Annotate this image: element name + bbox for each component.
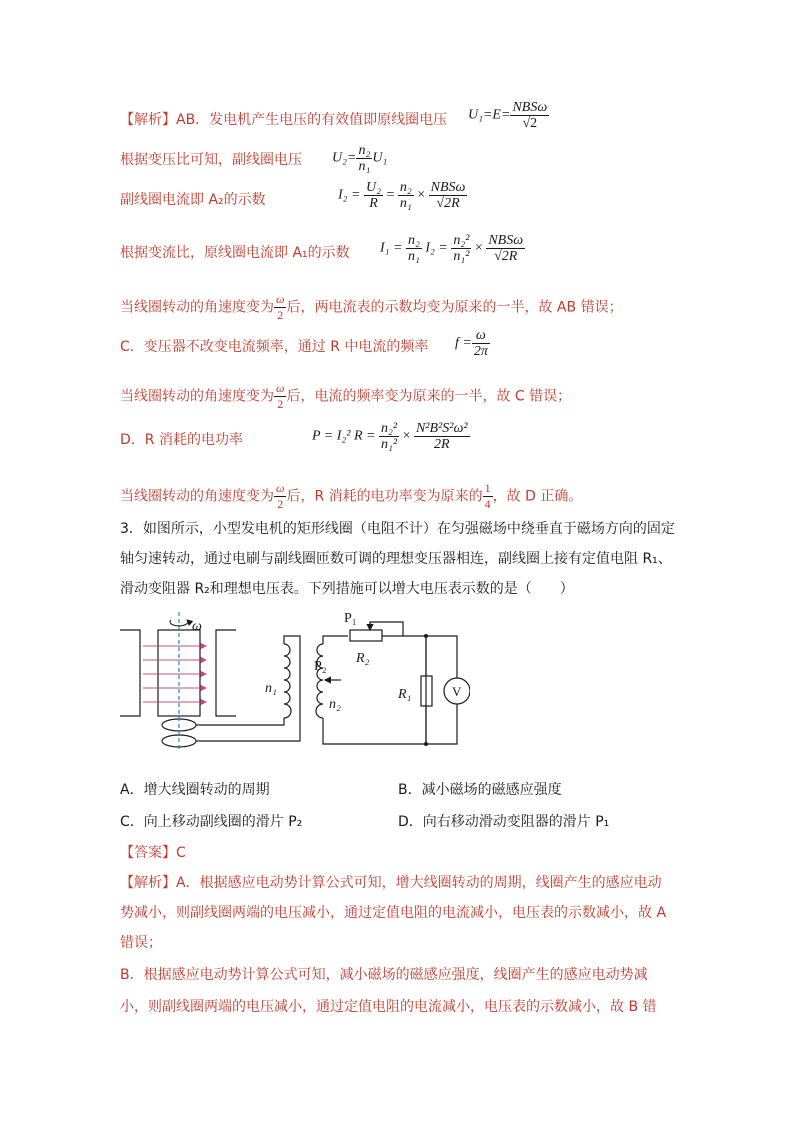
- option-c[interactable]: C．向上移动副线圈的滑片 P₂: [120, 814, 303, 830]
- secondary-coil: [316, 644, 323, 718]
- equation-i1: I₁ = $\frac{\text{n₂}}{\text{n₁}}$ I₂ = $\frac{\text{n₂²}}{\text{n₁²}}$ × $\frac{\text{NBSω}}{√2R}$: [380, 233, 524, 264]
- omega-label: ω: [192, 619, 202, 634]
- solution-2-line-5: 小，则副线圈两端的电压减小，通过定值电阻的电流减小，电压表的示数减小，故 B 错: [120, 999, 657, 1015]
- equation-f: f = $\frac{\omega}{2\pi}$: [455, 328, 488, 359]
- equation-p: P = I₂² R = $\frac{\text{n₂²}}{\text{n₁²}}$ × $\frac{\text{N²B²S²ω²}}{2R}$: [312, 421, 468, 452]
- solution-2-line-1: 【解析】A．根据感应电动势计算公式可知，增大线圈转动的周期，线圈产生的感应电动: [120, 875, 662, 891]
- solution-line-5: 当线圈转动的角速度变为 $\frac{\omega}{2}$ 后，两电流表的示数均变为原来的一半，故 AB 错误；: [120, 292, 623, 322]
- label-p2: P₂: [314, 659, 327, 674]
- magnet-pole-right: [216, 630, 236, 716]
- label-n1: n₁: [265, 681, 277, 696]
- answer-line: [120, 843, 186, 863]
- answer-value: C: [176, 845, 186, 861]
- label-r2: R₂: [356, 651, 370, 666]
- label-v: V: [452, 684, 462, 699]
- primary-coil: [284, 644, 291, 718]
- question-3-line-3: 滑动变阻器 R₂和理想电压表。下列措施可以增大电压表示数的是（ ）: [120, 581, 574, 597]
- question-3-line-2: 轴匀速转动，通过电刷与副线圈匝数可调的理想变压器相连，副线圈上接有定值电阻 R₁、: [120, 551, 672, 567]
- solution-line-ab: [120, 110, 447, 130]
- solution-line-6: C．变压器不改变电流频率，通过 R 中电流的频率: [120, 339, 429, 355]
- question-3-line-1: 3．如图所示，小型发电机的矩形线圈（电阻不计）在匀强磁场中绕垂直于磁场方向的固定: [120, 521, 675, 537]
- solution-2-tag: 【解析】: [120, 875, 176, 891]
- label-n2: n₂: [329, 697, 341, 712]
- rheostat-r2: [350, 630, 382, 641]
- option-a[interactable]: A．增大线圈转动的周期: [120, 782, 270, 798]
- solution-2-line-4: B．根据感应电动势计算公式可知，减小磁场的磁感应强度，线圈产生的感应电动势减: [120, 967, 648, 983]
- circuit-diagram: [118, 608, 470, 750]
- label-p1: P₁: [344, 611, 357, 626]
- magnet-pole-left: [120, 630, 140, 716]
- magnetic-field-arrows: [143, 646, 206, 702]
- equation-u2: U₂= $\frac{\text{n₂}}{\text{n₁}}$ U₁: [332, 143, 388, 174]
- option-d[interactable]: D．向右移动滑动变阻器的滑片 P₁: [398, 814, 610, 830]
- solution-tag: 【解析】: [120, 112, 176, 128]
- solution-2-line-2: 势减小，则副线圈两端的电压减小，通过定值电阻的电流减小，电压表的示数减小，故 A: [120, 905, 667, 921]
- solution-line-4: 根据变流比，原线圈电流即 A₁的示数: [120, 245, 350, 261]
- solution-2-line-3: 错误；: [120, 935, 162, 951]
- solution-line-3: 副线圈电流即 A₂的示数: [120, 192, 266, 208]
- label-r1: R₁: [398, 687, 412, 702]
- solution-line-8: D．R 消耗的电功率: [120, 432, 243, 448]
- option-b[interactable]: B．减小磁场的磁感应强度: [398, 782, 562, 798]
- solution-line-9: 当线圈转动的角速度变为 $\frac{\omega}{2}$ 后，R 消耗的电功率变为原来的 $\frac{1}{4}$ ，故 D 正确。: [120, 481, 583, 511]
- equation-u1: U₁=E= $\frac{\text{NBSω}}{√2}$: [468, 100, 548, 131]
- solution-line-2: 根据变压比可知，副线圈电压: [120, 152, 302, 168]
- answer-tag: 【答案】: [120, 845, 176, 861]
- solution-text: AB．发电机产生电压的有效值即原线圈电压: [176, 112, 448, 128]
- solution-line-7: 当线圈转动的角速度变为 $\frac{\omega}{2}$ 后，电流的频率变为原来的一半，故 C 错误；: [120, 381, 572, 411]
- equation-i2: I₂ = $\frac{\text{U₂}}{R}$ = $\frac{\text{n₂}}{\text{n₁}}$ × $\frac{\text{NBSω}}{√2R}$: [338, 180, 466, 211]
